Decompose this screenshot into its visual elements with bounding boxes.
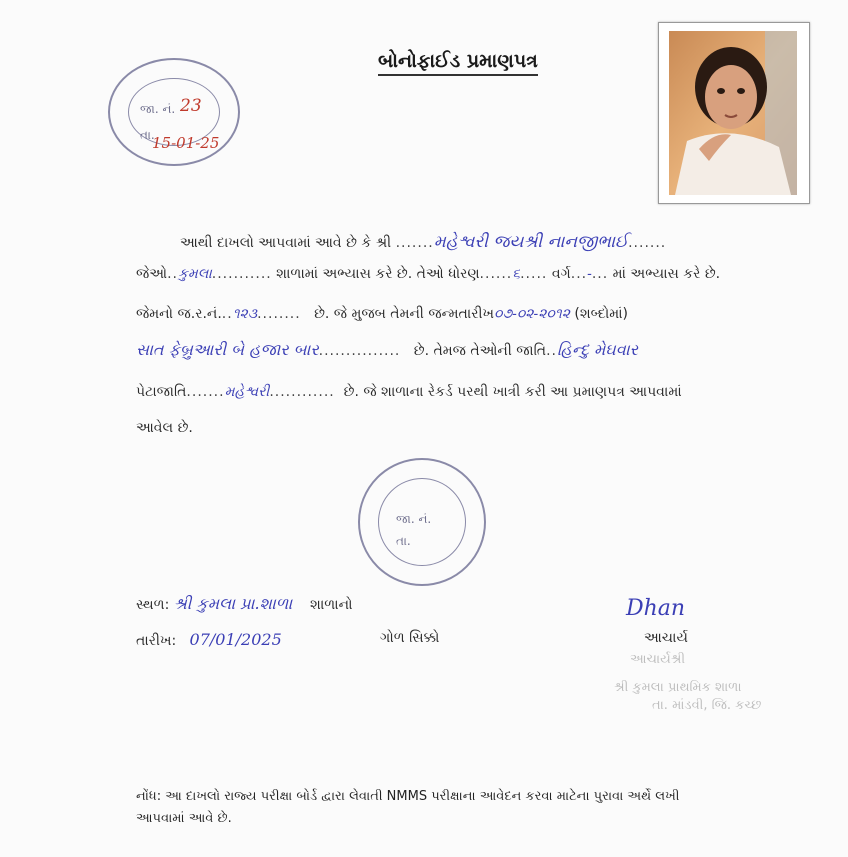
register-number: ૧૨૩	[232, 306, 258, 322]
date-value: 07/01/2025	[189, 630, 282, 649]
stamp-ref-number: 23	[180, 96, 202, 116]
para-end: આવેલ છે.	[136, 420, 193, 436]
para-subcaste: પેટાજાતિ.......મહેશ્વરી............ છે. જે શાળાના રેકર્ડ પરથી ખાત્રી કરી આ પ્રમાણપત્ર આપવામાં	[136, 384, 682, 400]
school-name: કુમલા	[177, 266, 212, 282]
birth-date: ૦૭-૦૨-૨૦૧૨	[493, 306, 570, 322]
principal-signature: Dhan	[626, 596, 686, 621]
para-birth: જેમનો જ.ર.નં...૧૨૩........ છે. જે મુજબ તેમની જન્મતારીખ૦૭-૦૨-૨૦૧૨ (શબ્દોમાં)	[136, 306, 628, 322]
caste-value: હિન્દુ મેઘવાર	[556, 340, 638, 359]
footer-note	[136, 786, 679, 830]
para3-text-3: (શબ્દોમાં)	[574, 306, 628, 322]
para4-text-1: છે. તેમજ તેઓની જાતિ	[413, 343, 547, 359]
ghost-address: તા. માંડવી, જિ. કચ્છ	[652, 698, 762, 713]
para5-text-1: પેટાજાતિ	[136, 384, 187, 400]
principal-title: આચાર્ય	[644, 630, 688, 646]
para3-text-1: જેમનો જ.ર.નં.	[136, 306, 222, 322]
para-school: જેઓ..કુમલા........... શાળામાં અભ્યાસ કરે છે. તેઓ ધોરણ......૬..... વર્ગ...-... માં અભ્યાસ કરે છે.	[136, 266, 721, 282]
para2-text-3: વર્ગ	[551, 266, 571, 282]
place-suffix: શાળાનો	[310, 597, 353, 613]
intro-text: આથી દાખલો આપવામાં આવે છે કે શ્રી	[180, 235, 392, 251]
school-stamp-middle	[358, 458, 486, 586]
para-words: સાત ફેબ્રુઆરી બે હજાર બાર............... છે. તેમજ તેઓની જાતિ..હિન્દુ મેઘવાર	[136, 340, 638, 359]
para2-text-2: શાળામાં અભ્યાસ કરે છે. તેઓ ધોરણ	[276, 266, 480, 282]
para5-text-2: છે. જે શાળાના રેકર્ડ પરથી ખાત્રી કરી આ પ્રમાણપત્ર આપવામાં	[343, 384, 682, 400]
division-value: -	[587, 266, 592, 282]
seal-label: ગોળ સિક્કો	[380, 630, 440, 646]
stamp-mid-ref: જા. નં.	[396, 512, 432, 526]
note-line-1: નોંધ: આ દાખલો રાજ્ય પરીક્ષા બોર્ડ દ્વારા લેવાતી NMMS પરીક્ષાના આવેદન કરવા માટેના પુરાવા અર્થે લખી	[136, 789, 680, 804]
para2-text-4: માં અભ્યાસ કરે છે.	[612, 266, 721, 282]
stamp-ref-label: જા. નં.	[140, 102, 176, 116]
student-photo	[658, 22, 810, 204]
subcaste-value: મહેશ્વરી	[224, 384, 270, 400]
ghost-school: શ્રી કુમલા પ્રાથમિક શાળા	[614, 680, 742, 695]
stamp-mid-date: તા.	[396, 534, 411, 548]
stamp-date-label: તા.	[140, 128, 155, 142]
stamp-date-value: 15-01-25	[152, 134, 220, 152]
student-name: મહેશ્વરી જયશ્રી નાનજીભાઈ	[433, 232, 629, 252]
student-photo-image	[669, 31, 797, 195]
standard-value: ૬	[512, 266, 521, 282]
date-label: તારીખ:	[136, 633, 177, 649]
place-label: સ્થળ:	[136, 597, 170, 613]
para2-text-1: જેઓ	[136, 266, 168, 282]
place-line	[136, 594, 353, 614]
page-title: બોનોફાઈડ પ્રમાણપત્ર	[378, 50, 538, 76]
birth-date-words: સાત ફેબ્રુઆરી બે હજાર બાર	[136, 340, 319, 359]
para3-text-2: છે. જે મુજબ તેમની જન્મતારીખ	[314, 306, 494, 322]
ghost-principal: આચાર્યશ્રી	[630, 652, 686, 667]
date-line	[136, 630, 282, 649]
para-intro: આથી દાખલો આપવામાં આવે છે કે શ્રી .......મહેશ્વરી જયશ્રી નાનજીભાઈ.......	[180, 232, 667, 252]
note-line-2: આપવામાં આવે છે.	[136, 811, 232, 826]
school-stamp-top	[108, 58, 240, 166]
place-value: શ્રી કુમલા પ્રા.શાળા	[173, 594, 293, 613]
